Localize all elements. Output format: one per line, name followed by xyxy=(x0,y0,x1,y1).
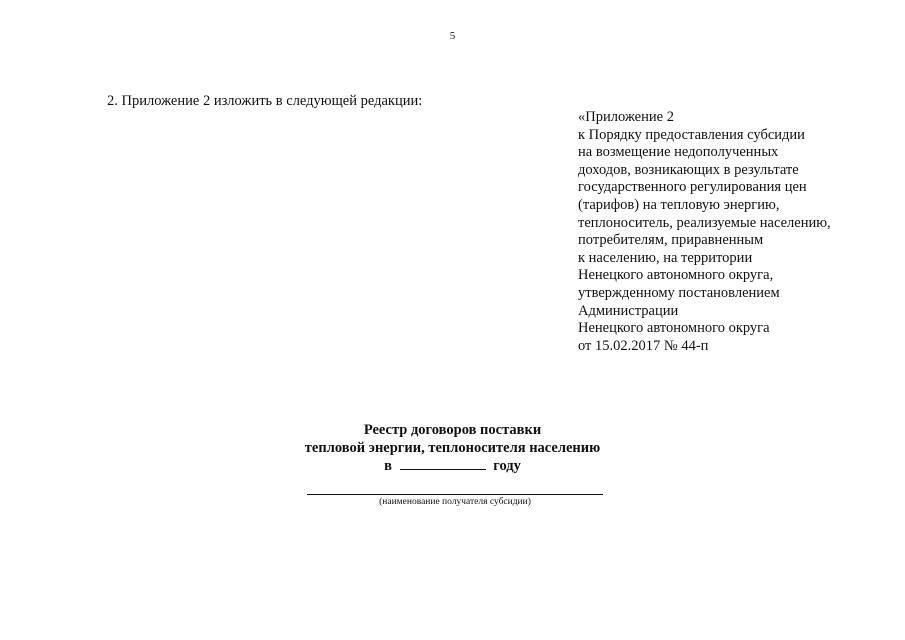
registry-title-line-1: Реестр договоров поставки xyxy=(363,422,542,438)
appendix-line: теплоноситель, реализуемые населению, xyxy=(578,214,831,231)
appendix-header-block xyxy=(578,109,831,355)
registry-year-line xyxy=(0,457,905,476)
appendix-line: Ненецкого автономного округа xyxy=(578,320,770,337)
registry-title-line-2: тепловой энергии, теплоносителя населению xyxy=(304,439,601,456)
appendix-line: к Порядку предоставления субсидии xyxy=(578,126,805,143)
page-number: 5 xyxy=(449,30,456,42)
appendix-line: государственного регулирования цен xyxy=(578,179,807,196)
amendment-instruction: 2. Приложение 2 изложить в следующей редакции: xyxy=(107,93,423,109)
appendix-line: утвержденному постановлением xyxy=(578,284,780,301)
appendix-line: на возмещение недополученных xyxy=(578,144,779,161)
appendix-line: доходов, возникающих в результате xyxy=(578,161,799,178)
recipient-name-caption: (наименование получателя субсидии) xyxy=(379,497,531,507)
year-blank-field xyxy=(400,457,486,470)
appendix-line: от 15.02.2017 № 44-п xyxy=(578,337,709,354)
appendix-line: Ненецкого автономного округа, xyxy=(578,267,774,284)
registry-title xyxy=(0,422,905,476)
appendix-line: «Приложение 2 xyxy=(578,109,674,125)
year-prefix: в xyxy=(384,458,392,474)
appendix-line: (тарифов) на тепловую энергию, xyxy=(578,196,780,213)
appendix-line: Администрации xyxy=(578,302,679,319)
appendix-line: потребителям, приравненным xyxy=(578,232,764,249)
appendix-line: к населению, на территории xyxy=(578,249,753,266)
year-suffix: году xyxy=(493,458,521,474)
recipient-name-blank-line xyxy=(307,494,603,495)
